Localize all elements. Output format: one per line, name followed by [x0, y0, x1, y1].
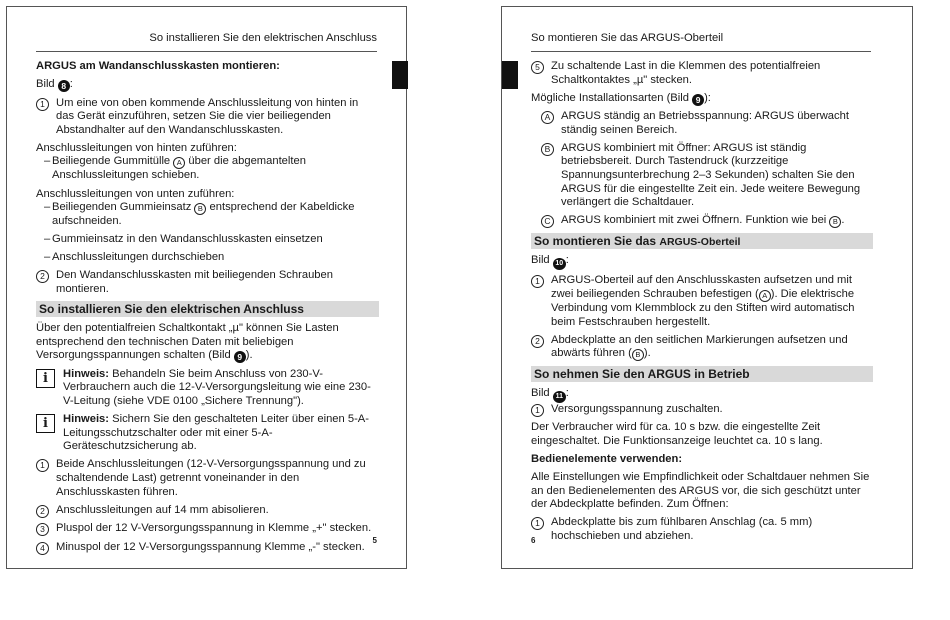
step-number: 2 — [36, 505, 49, 518]
figure-ref-8: Bild 8 : — [36, 78, 73, 92]
dash-text: Beiliegenden Gummieinsatz B entsprechend der Kabeldicke aufschneiden. — [52, 201, 355, 228]
step-number: 4 — [36, 542, 49, 555]
option-text: ARGUS kombiniert mit zwei Öffnern. Funktion wie bei B . — [561, 214, 845, 227]
bottom-feed-lead: Anschlussleitungen von unten zuführen: — [36, 187, 235, 200]
step-item — [36, 458, 379, 499]
callout-letter: A — [173, 157, 185, 169]
section-heading: So montieren Sie das ARGUS-Oberteil — [531, 233, 873, 249]
page-number: 6 — [531, 536, 536, 545]
right-page — [501, 6, 913, 569]
step-item — [36, 541, 379, 555]
step-text: Den Wandanschlusskasten mit beiliegenden Schrauben montieren. — [56, 269, 333, 296]
option-letter: B — [541, 143, 554, 156]
note-text: Hinweis: Sichern Sie den geschalteten Leiter über einen 5-A-Leitungsschutzschalter oder mit einer 5-A-Geräteschutzsicherung ab. — [63, 413, 369, 453]
running-head: So montieren Sie das ARGUS-Oberteil — [531, 32, 724, 44]
controls-heading: Bedienelemente verwenden: — [531, 452, 683, 465]
left-page-content — [36, 60, 379, 559]
step-item — [531, 334, 873, 362]
dash-text: Anschlussleitungen durchschieben — [52, 251, 225, 264]
option-item — [541, 214, 873, 228]
step-number: 1 — [531, 517, 544, 530]
header-rule — [531, 51, 871, 52]
callout-letter: B — [632, 349, 644, 361]
left-page — [6, 6, 407, 569]
option-letter: C — [541, 215, 554, 228]
step-text: Zu schaltende Last in die Klemmen des potentialfreien Schaltkontaktes „µ" stecken. — [551, 60, 821, 86]
option-letter: A — [541, 111, 554, 124]
step-number: 2 — [531, 335, 544, 348]
rear-feed-lead: Anschlussleitungen von hinten zuführen: — [36, 141, 237, 154]
dash-text: Gummieinsatz in den Wandanschlusskasten einsetzen — [52, 233, 323, 246]
controls-paragraph: Alle Einstellungen wie Empfindlichkeit oder Schaltdauer nehmen Sie an den Bedienelementen des ARGUS vor, die sich geschützt unter der Abdeckplatte befinden. Zum Öffnen: — [531, 471, 870, 511]
option-item — [541, 142, 873, 210]
step-text: Versorgungsspannung zuschalten. — [551, 402, 723, 415]
header-rule — [36, 51, 377, 52]
note-box — [36, 413, 379, 454]
step-number: 5 — [531, 61, 544, 74]
thumb-tab-marker — [502, 61, 518, 89]
figure-number-badge: 9 — [234, 351, 246, 363]
step-text: Abdeckplatte bis zum fühlbaren Anschlag (ca. 5 mm) hochschieben und abziehen. — [551, 516, 813, 542]
install-types-lead: Mögliche Installationsarten (Bild 9 ): — [531, 91, 711, 105]
step-item — [36, 522, 379, 536]
step-text: ARGUS-Oberteil auf den Anschlusskasten aufsetzen und mit zwei beiliegenden Schrauben befestigen ( A ). Die elektrische Verbindung vom Klemmblock zu den Stiften wird automatisch beim Festschrauben hergestellt. — [551, 274, 855, 328]
step-text: Minuspol der 12 V-Versorgungsspannung Klemme „-" stecken. — [56, 540, 365, 553]
operation-paragraph: Der Verbraucher wird für ca. 10 s bzw. die eingestellte Zeit eingeschaltet. Die Funktionsanzeige leuchtet ca. 10 s lang. — [531, 421, 823, 447]
step-item — [36, 269, 379, 296]
step-number: 1 — [531, 275, 544, 288]
step-item — [531, 274, 873, 329]
step-number: 3 — [36, 523, 49, 536]
figure-number-badge: 9 — [692, 94, 704, 106]
dash-item: – Beiliegende Gummitülle A über die abgemantelten Anschlussleitungen schieben. — [36, 155, 379, 183]
step-number: 1 — [36, 459, 49, 472]
option-item — [541, 110, 873, 137]
figure-number-badge: 11 — [553, 391, 566, 403]
info-icon: i — [36, 414, 55, 433]
step-number: 1 — [531, 404, 544, 417]
dash-text: Beiliegende Gummitülle A über die abgemantelten Anschlussleitungen schieben. — [52, 155, 306, 182]
right-page-content — [531, 60, 873, 548]
step-item — [531, 403, 873, 417]
figure-number-badge: 10 — [553, 258, 566, 270]
step-text: Abdeckplatte an den seitlichen Markierungen aufsetzen und abwärts führen ( B ). — [551, 333, 848, 360]
callout-letter: A — [759, 290, 771, 302]
dash-item: – Beiliegenden Gummieinsatz B entsprechend der Kabeldicke aufschneiden. — [36, 201, 379, 229]
callout-letter: B — [194, 203, 206, 215]
note-box — [36, 368, 379, 409]
step-item — [36, 504, 379, 518]
step-item — [531, 60, 873, 87]
figure-ref-11: Bild 11 : — [531, 387, 873, 403]
step-item — [531, 516, 873, 543]
callout-letter: B — [829, 216, 841, 228]
step-number: 2 — [36, 270, 49, 283]
step-text: Anschlussleitungen auf 14 mm abisolieren. — [56, 503, 269, 516]
step-text: Beide Anschlussleitungen (12-V-Versorgungsspannung und zu schaltendende Last) getrennt voneinander in den Anschlusskasten führen. — [56, 458, 366, 498]
note-text: Hinweis: Behandeln Sie beim Anschluss von 230-V-Verbrauchern auch die 12-V-Versorgungsleitung wie eine 230-V-Leitung (siehe VDE 0100 „Sichere Trennung"). — [63, 367, 371, 407]
dash-item: – Anschlussleitungen durchschieben — [44, 251, 225, 264]
dash-item: – Gummieinsatz in den Wandanschlusskasten einsetzen — [44, 233, 323, 246]
info-icon: i — [36, 369, 55, 388]
page-number: 5 — [372, 536, 377, 545]
option-text: ARGUS kombiniert mit Öffner: ARGUS ist ständig betriebsbereit. Durch Tastendruck (kurzzeitige Spannungsunterbrechung 2–3 Sekunden) schalten Sie den ARGUS für die eingestellte Zeit ein. Jede weitere Bewegung verlängert die Schaltdauer. — [561, 141, 861, 209]
step-item — [36, 97, 379, 138]
step-text: Pluspol der 12 V-Versorgungsspannung in Klemme „+" stecken. — [56, 522, 372, 535]
figure-number-badge: 8 — [58, 80, 70, 92]
section-heading: So nehmen Sie den ARGUS in Betrieb — [531, 366, 873, 382]
mount-heading: ARGUS am Wandanschlusskasten montieren: — [36, 60, 280, 72]
step-text: Um eine von oben kommende Anschlussleitung von hinten in das Gerät einzuführen, setzen Sie die vier beiliegenden Abstandhalter auf den Wandanschlusskasten. — [56, 96, 359, 136]
figure-ref-10: Bild 10 : — [531, 254, 873, 270]
option-text: ARGUS ständig an Betriebsspannung: ARGUS überwacht ständig seinen Bereich. — [561, 110, 849, 136]
section-heading: So installieren Sie den elektrischen Anschluss — [36, 301, 379, 317]
thumb-tab-marker — [392, 61, 408, 89]
step-number: 1 — [36, 98, 49, 111]
intro-paragraph: Über den potentialfreien Schaltkontakt „µ" können Sie Lasten entsprechend den technischen Daten mit beliebigen Versorgungsspannungen schalten (Bild 9 ). — [36, 322, 339, 363]
running-head: So installieren Sie den elektrischen Anschluss — [149, 32, 377, 44]
